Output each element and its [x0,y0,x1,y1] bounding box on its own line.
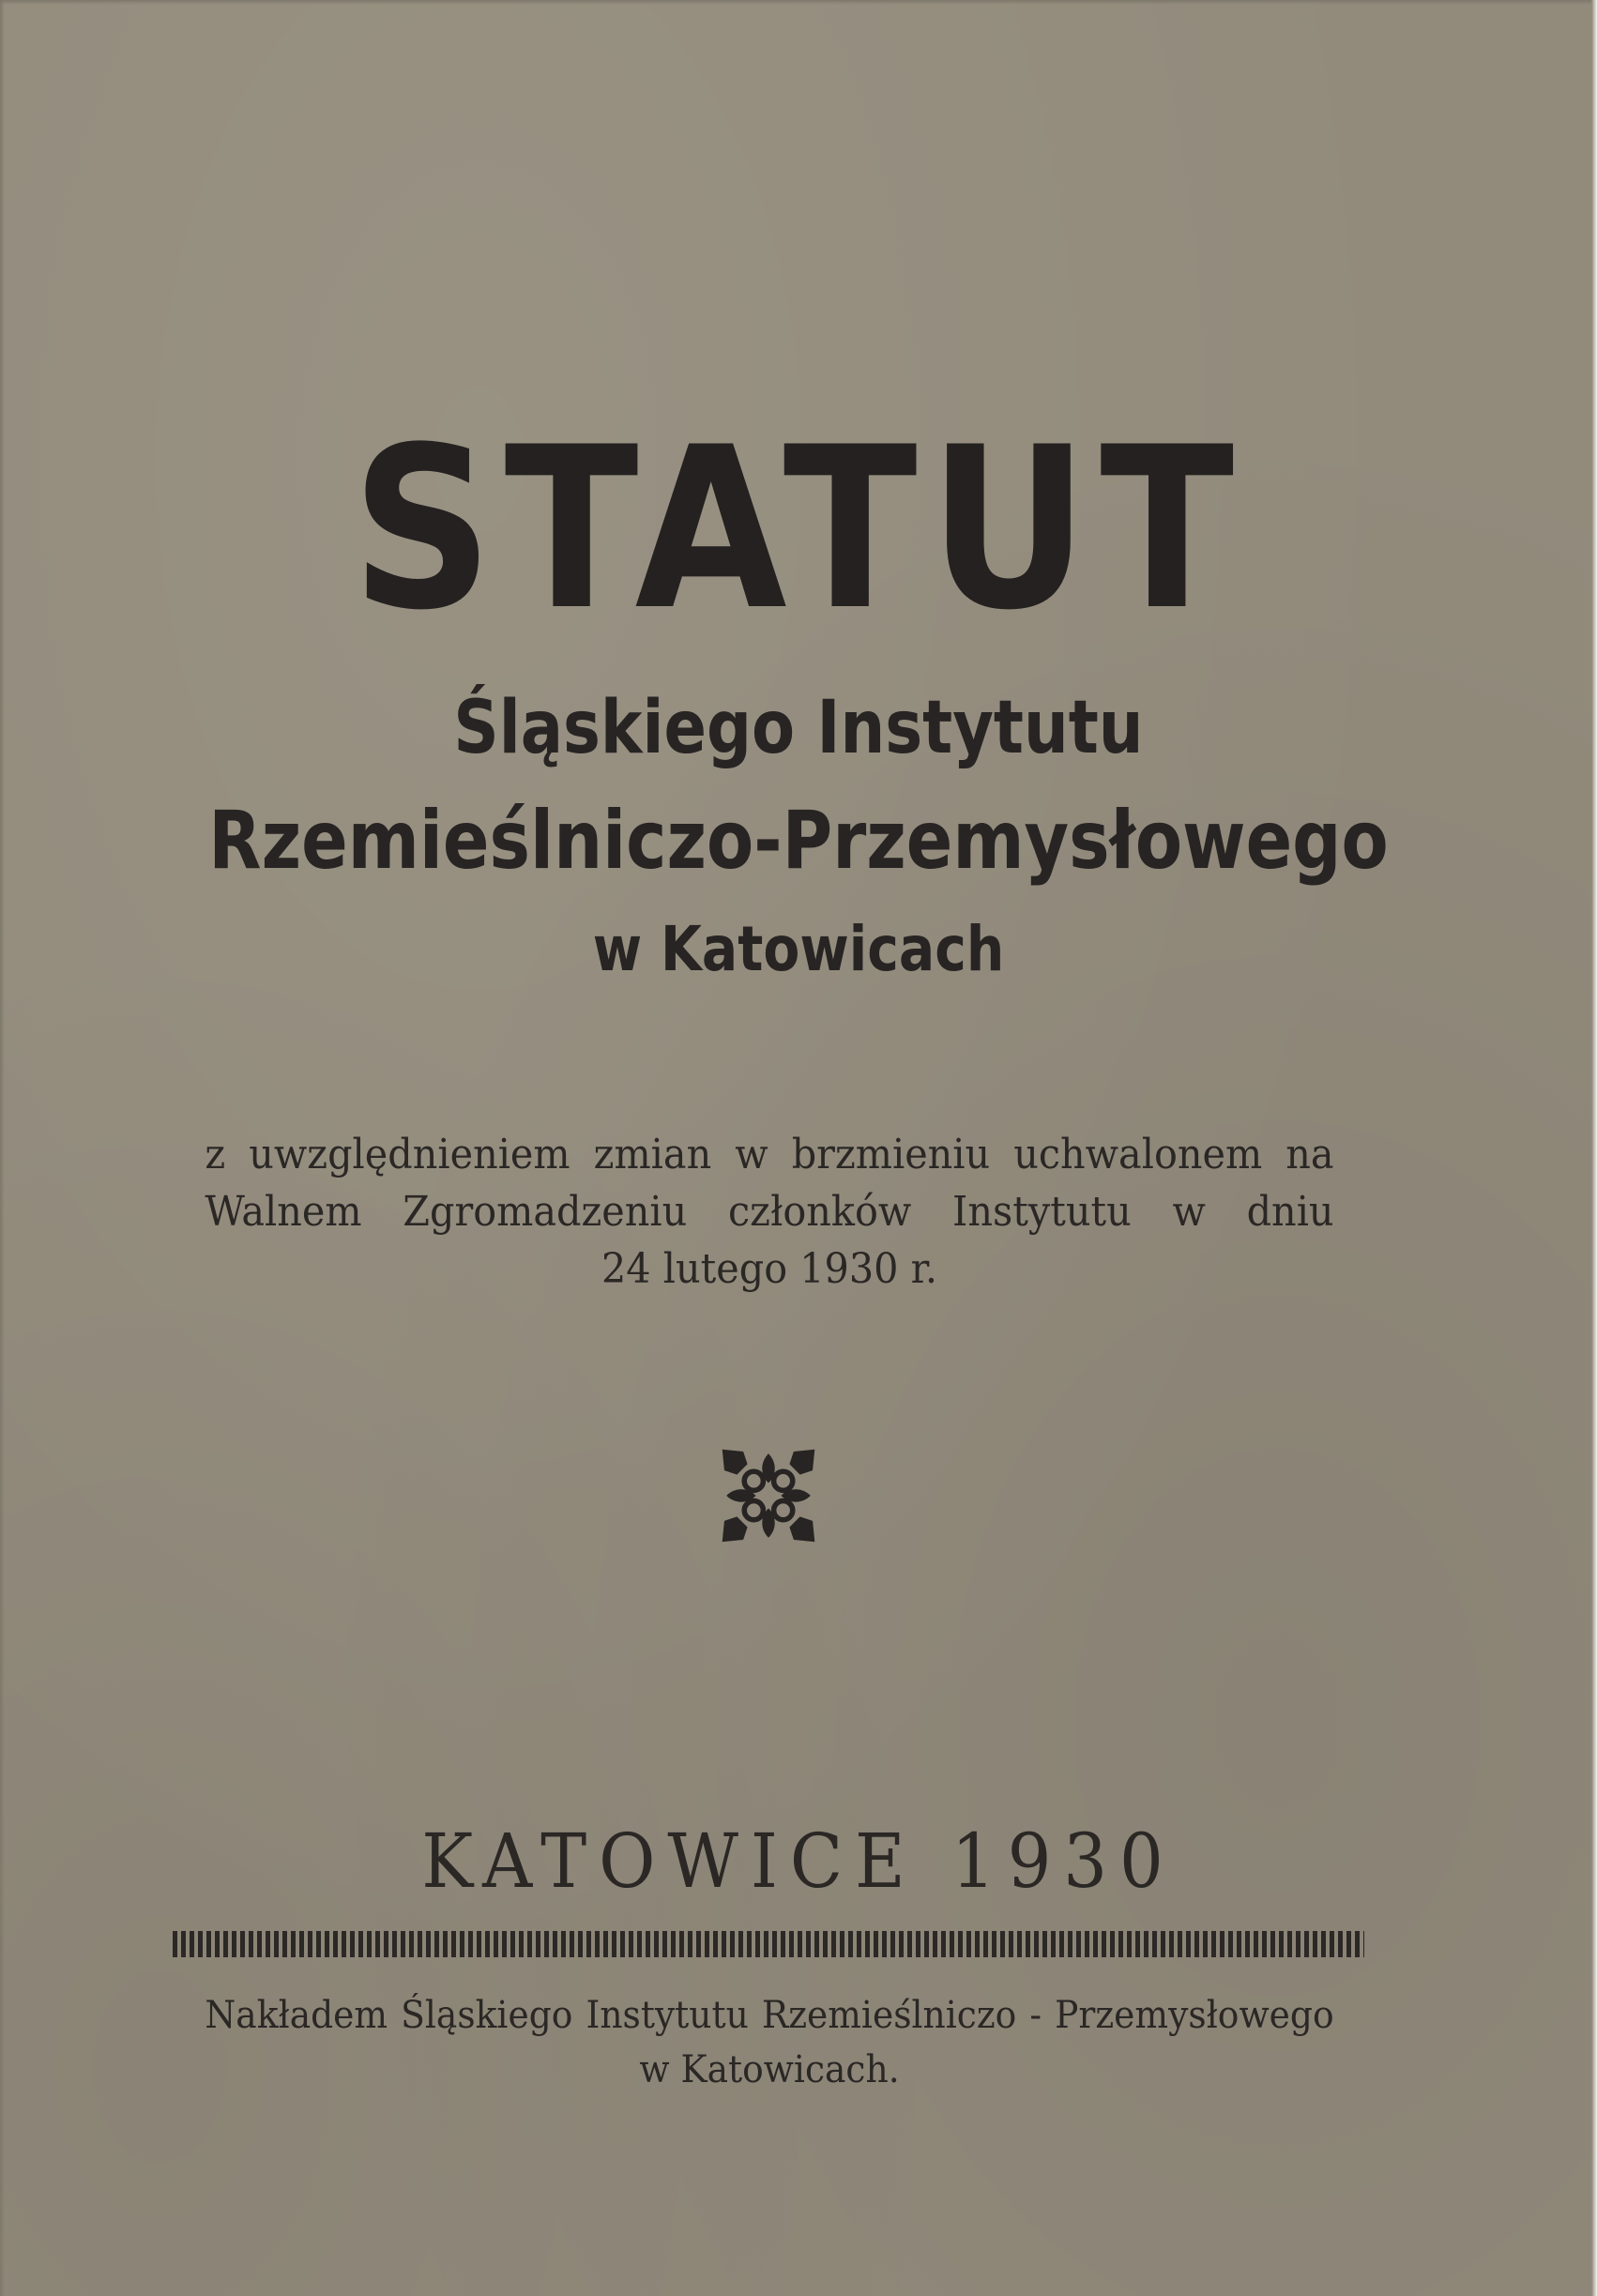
note-word: Instytutu [952,1188,1132,1236]
floral-ornament-icon [716,1443,821,1548]
publisher-word: - [1029,1994,1042,2037]
note-word: uwzględnieniem [249,1131,570,1178]
publisher-word: Rzemieślniczo [761,1994,1017,2037]
note-word: członków [728,1188,912,1236]
note-word: na [1285,1131,1334,1178]
decorative-rule [173,1931,1364,1957]
page-edge-top [0,0,1597,5]
note-word: w [1172,1188,1206,1236]
note-word: Walnem [205,1188,362,1236]
note-word: z [205,1131,226,1178]
note-word: uchwalonem [1013,1131,1263,1178]
subtitle-line-2: Rzemieślniczo-Przemysłowego [208,794,1389,888]
document-title: STATUT [351,400,1246,660]
note-word: w [735,1131,768,1178]
page-edge-right [1591,0,1597,2296]
page-edge-left [0,0,5,2296]
note-word: Zgromadzeniu [403,1188,688,1236]
note-line-3: 24 lutego 1930 r. [601,1245,938,1293]
note-word: brzmieniu [791,1131,991,1178]
place-and-year: KATOWICE 1930 [421,1817,1176,1905]
note-line-1 [205,1131,1333,1179]
publisher-word: Nakładem [205,1994,388,2037]
subtitle-line-3: w Katowicach [592,913,1005,985]
note-word: zmian [593,1131,712,1178]
publisher-line-2: w Katowicach. [639,2048,900,2091]
publisher-word: Instytutu [586,1994,749,2037]
note-word: dniu [1246,1188,1334,1236]
note-line-2 [205,1188,1333,1237]
publisher-word: Przemysłowego [1055,1994,1334,2037]
subtitle-line-1: Śląskiego Instytutu [453,686,1144,770]
publisher-line-1 [205,1991,1333,2040]
publisher-word: Śląskiego [401,1994,573,2037]
